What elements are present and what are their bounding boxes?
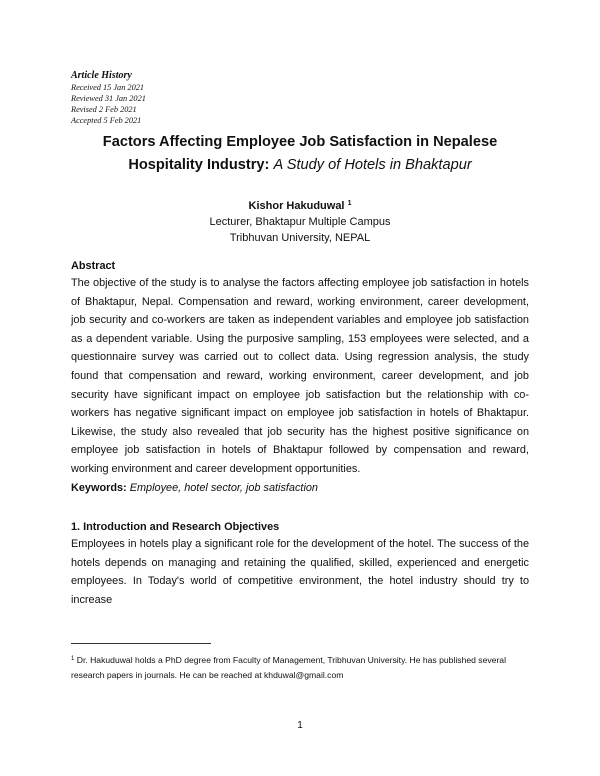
abstract-heading: Abstract bbox=[71, 260, 116, 272]
footnote-divider bbox=[71, 643, 211, 644]
paper-title-line-1: Factors Affecting Employee Job Satisfaction in Nepalese bbox=[102, 134, 498, 150]
author-block bbox=[0, 196, 600, 246]
article-history bbox=[71, 70, 146, 126]
author-name-line bbox=[0, 196, 600, 214]
introduction-section bbox=[71, 519, 529, 609]
introduction-text: Employees in hotels play a significant role for the development of the hotel. The success of the hotels depends on managing and retaining the qualified, skilled, experienced and energetic employees. In Today's world of competitive environment, the hotel industry should try to increase bbox=[71, 538, 529, 606]
paper-title-main: Hospitality Industry: bbox=[128, 157, 270, 173]
footnote-mark: 1 bbox=[71, 656, 75, 662]
author-position: Lecturer, Bhaktapur Multiple Campus bbox=[209, 216, 391, 228]
paper-subtitle: A Study of Hotels in Bhaktapur bbox=[273, 157, 472, 173]
paper-title-line-2 bbox=[0, 154, 600, 176]
page-number: 1 bbox=[297, 720, 303, 731]
reviewed-date: Reviewed 31 Jan 2021 bbox=[71, 94, 146, 103]
abstract-text: The objective of the study is to analyse the factors affecting employee job satisfaction in hotels of Bhaktapur, Nepal. Compensation and reward, working environment, career development, job security and co-workers are taken as independent variables and employee job satisfaction as a dependent variable. Using the purposive sampling, 153 employees were selected, and a questionnaire survey was carried out to collect data. Using regression analysis, the study found that compensation and reward, working environment, career development, and job security have significant impact on employee job satisfaction but the relationship with co-workers has negative significant impact on employee job satisfaction in hotels of Bhaktapur. Likewise, the study also revealed that job security has the highest positive significance on employee job satisfaction in hotels of Bhaktapur followed by compensation and reward, working environment and career development opportunities. bbox=[71, 277, 529, 475]
revised-date: Revised 2 Feb 2021 bbox=[71, 105, 137, 114]
accepted-date: Accepted 5 Feb 2021 bbox=[71, 116, 142, 125]
received-date: Received 15 Jan 2021 bbox=[71, 83, 145, 92]
article-history-title: Article History bbox=[71, 70, 132, 81]
abstract-section bbox=[71, 258, 529, 497]
keywords-line bbox=[71, 479, 529, 497]
introduction-heading: 1. Introduction and Research Objectives bbox=[71, 521, 280, 533]
author-affiliation: Tribhuvan University, NEPAL bbox=[229, 232, 371, 244]
author-footnote-mark: 1 bbox=[347, 200, 352, 207]
keywords-text: Employee, hotel sector, job satisfaction bbox=[129, 481, 318, 494]
footnote bbox=[71, 652, 529, 683]
footnote-text: Dr. Hakuduwal holds a PhD degree from Faculty of Management, Tribhuvan University. He has published several research papers in journals. He can be reached at khduwal@gmail.com bbox=[71, 655, 506, 680]
author-name: Kishor Hakuduwal bbox=[248, 200, 345, 212]
keywords-label: Keywords: bbox=[71, 481, 127, 494]
